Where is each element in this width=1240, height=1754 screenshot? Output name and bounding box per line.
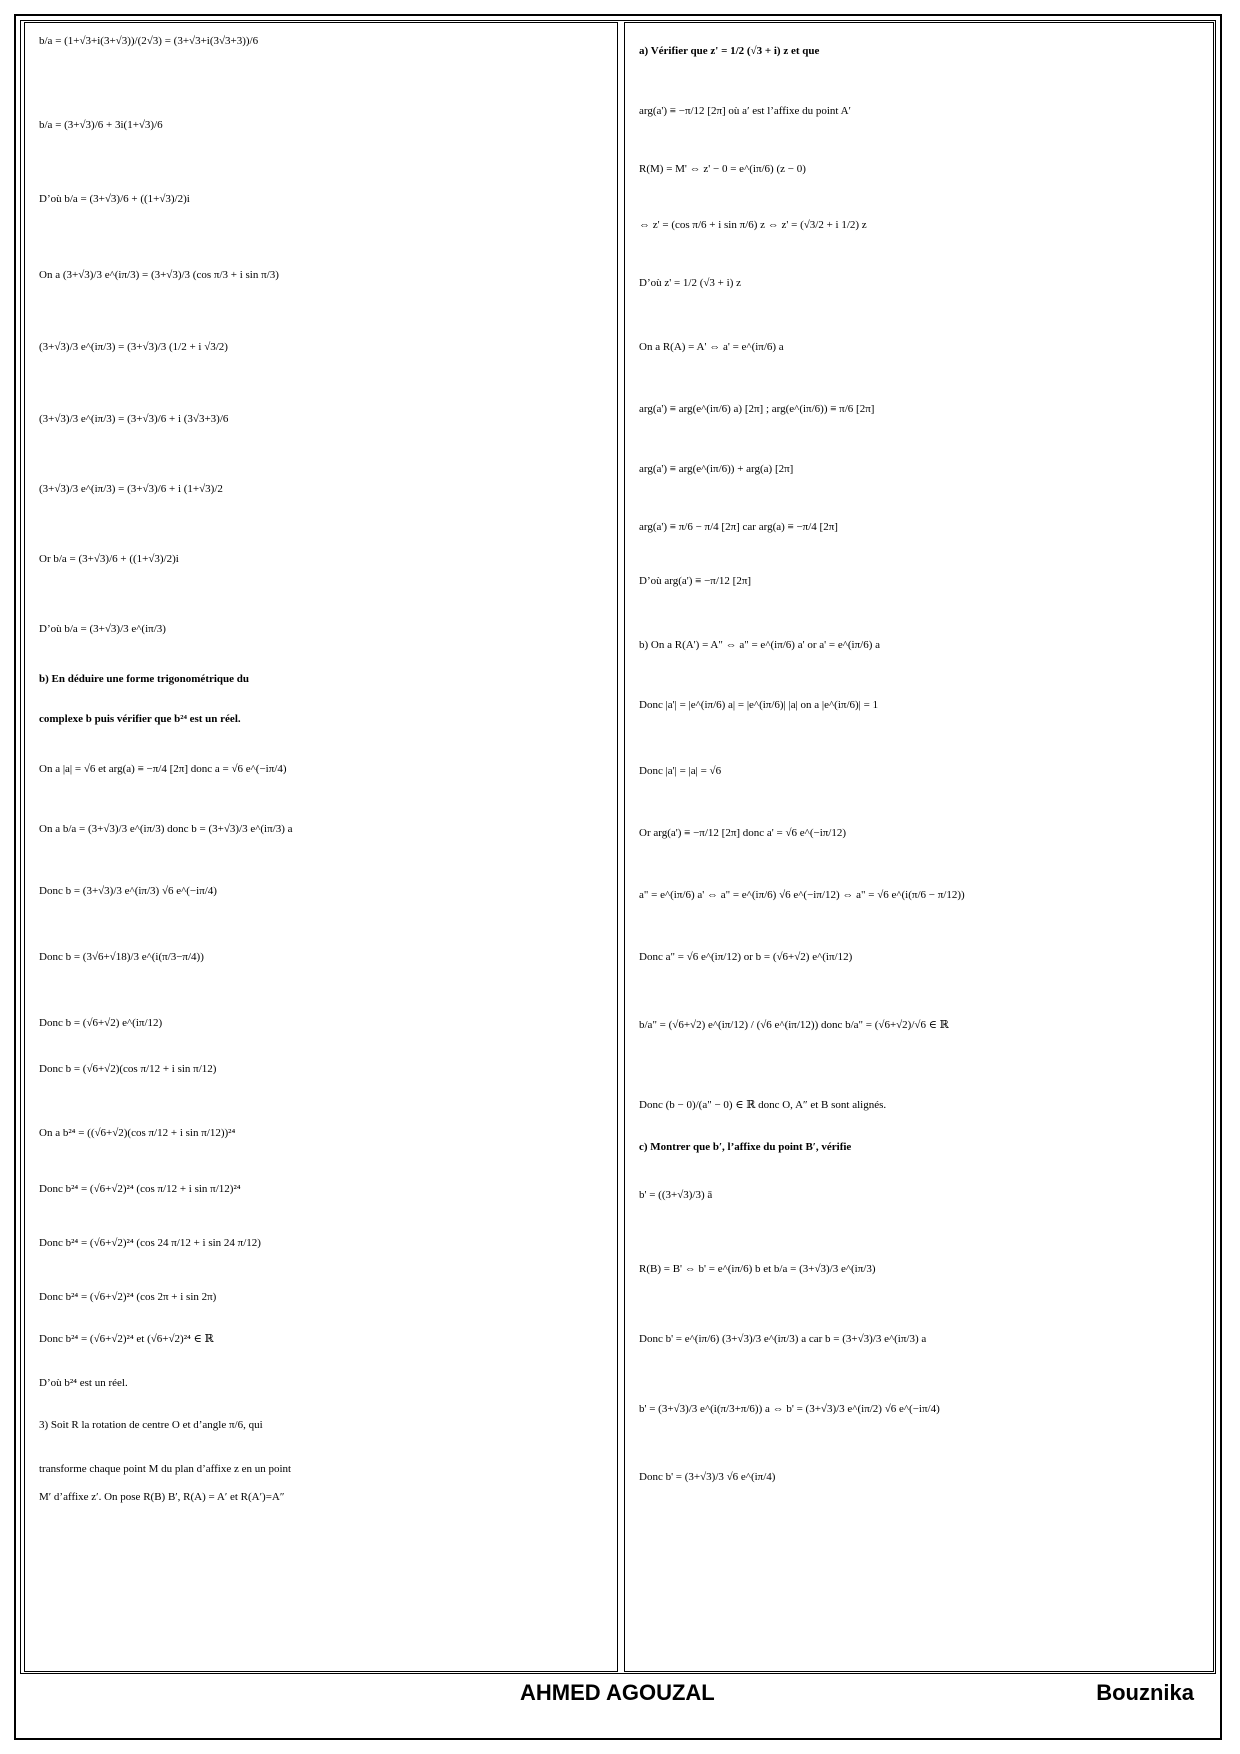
math-line: Donc b = (√6+√2) e^(iπ/12) (39, 1017, 163, 1029)
page-footer (20, 1676, 1216, 1716)
math-line: arg(a') ≡ arg(e^(iπ/6) a) [2π] ; arg(e^(iπ/6)) ≡ π/6 [2π] (639, 403, 875, 415)
text-line: transforme chaque point M du plan d’affixe z en un point (39, 1463, 292, 1475)
math-line: R(M) = M' ⇔ z' − 0 = e^(iπ/6) (z − 0) (639, 163, 806, 175)
math-line: Donc |a'| = |e^(iπ/6) a| = |e^(iπ/6)| |a| on a |e^(iπ/6)| = 1 (639, 699, 879, 711)
math-line: arg(a') ≡ −π/12 [2π] où a′ est l’affixe du point A′ (639, 105, 851, 117)
math-line: Donc b²⁴ = (√6+√2)²⁴ (cos 24 π/12 + i sin 24 π/12) (39, 1237, 261, 1249)
math-line: b/a" = (√6+√2) e^(iπ/12) / (√6 e^(iπ/12)) donc b/a" = (√6+√2)/√6 ∈ ℝ (639, 1019, 949, 1031)
math-line: On a b²⁴ = ((√6+√2)(cos π/12 + i sin π/12))²⁴ (39, 1127, 236, 1139)
question-heading: complexe b puis vérifier que b²⁴ est un réel. (39, 713, 241, 725)
text-line: M′ d’affixe z′. On pose R(B) B′, R(A) = A′ et R(A′)=A″ (39, 1491, 285, 1503)
math-line: D’où b²⁴ est un réel. (39, 1377, 128, 1389)
math-line: b' = (3+√3)/3 e^(i(π/3+π/6)) a ⇔ b' = (3+√3)/3 e^(iπ/2) √6 e^(−iπ/4) (639, 1403, 940, 1415)
location-name: Bouznika (1096, 1680, 1194, 1705)
question-heading: a) Vérifier que z' = 1/2 (√3 + i) z et que (639, 45, 820, 57)
math-line: a" = e^(iπ/6) a' ⇔ a" = e^(iπ/6) √6 e^(−iπ/12) ⇔ a" = √6 e^(i(π/6 − π/12)) (639, 889, 965, 901)
question-heading: c) Montrer que b′, l’affixe du point B′, vérifie (639, 1141, 852, 1153)
math-line: Donc b = (3√6+√18)/3 e^(i(π/3−π/4)) (39, 951, 204, 963)
math-line: b) On a R(A') = A" ⇔ a" = e^(iπ/6) a' or a' = e^(iπ/6) a (639, 639, 880, 651)
math-line: ⇔ z' = (cos π/6 + i sin π/6) z ⇔ z' = (√3/2 + i 1/2) z (639, 219, 867, 231)
author-name: AHMED AGOUZAL (520, 1680, 715, 1705)
math-line: D’où b/a = (3+√3)/3 e^(iπ/3) (39, 623, 166, 635)
math-line: b/a = (1+√3+i(3+√3))/(2√3) = (3+√3+i(3√3+3))/6 (39, 35, 259, 47)
math-line: Donc |a'| = |a| = √6 (639, 765, 722, 777)
math-line: Donc b²⁴ = (√6+√2)²⁴ et (√6+√2)²⁴ ∈ ℝ (39, 1333, 214, 1345)
math-line: Donc b²⁴ = (√6+√2)²⁴ (cos 2π + i sin 2π) (39, 1291, 217, 1303)
math-line: Donc b = (√6+√2)(cos π/12 + i sin π/12) (39, 1063, 217, 1075)
math-line: D’où z' = 1/2 (√3 + i) z (639, 277, 741, 289)
math-line: (3+√3)/3 e^(iπ/3) = (3+√3)/6 + i (1+√3)/2 (39, 483, 223, 495)
math-line: Donc b' = e^(iπ/6) (3+√3)/3 e^(iπ/3) a car b = (3+√3)/3 e^(iπ/3) a (639, 1333, 927, 1345)
math-line: (3+√3)/3 e^(iπ/3) = (3+√3)/6 + i (3√3+3)/6 (39, 413, 229, 425)
math-line: On a b/a = (3+√3)/3 e^(iπ/3) donc b = (3+√3)/3 e^(iπ/3) a (39, 823, 293, 835)
math-line: On a (3+√3)/3 e^(iπ/3) = (3+√3)/3 (cos π/3 + i sin π/3) (39, 269, 279, 281)
math-line: b/a = (3+√3)/6 + 3i(1+√3)/6 (39, 119, 163, 131)
math-line: Donc b²⁴ = (√6+√2)²⁴ (cos π/12 + i sin π/12)²⁴ (39, 1183, 241, 1195)
math-line: arg(a') ≡ arg(e^(iπ/6)) + arg(a) [2π] (639, 463, 794, 475)
math-line: On a |a| = √6 et arg(a) ≡ −π/4 [2π] donc a = √6 e^(−iπ/4) (39, 763, 287, 775)
math-line: Donc b = (3+√3)/3 e^(iπ/3) √6 e^(−iπ/4) (39, 885, 217, 897)
math-line: Or b/a = (3+√3)/6 + ((1+√3)/2)i (39, 553, 179, 565)
math-line: On a R(A) = A' ⇔ a' = e^(iπ/6) a (639, 341, 784, 353)
question-heading: b) En déduire une forme trigonométrique du (39, 673, 250, 685)
math-line: R(B) = B' ⇔ b' = e^(iπ/6) b et b/a = (3+√3)/3 e^(iπ/3) (639, 1263, 876, 1275)
math-line: Donc (b − 0)/(a" − 0) ∈ ℝ donc O, A″ et B sont alignés. (639, 1099, 887, 1111)
math-line: Donc b' = (3+√3)/3 √6 e^(iπ/4) (639, 1471, 776, 1483)
math-line: arg(a') ≡ π/6 − π/4 [2π] car arg(a) ≡ −π/4 [2π] (639, 521, 838, 533)
math-line: Or arg(a') ≡ −π/12 [2π] donc a' = √6 e^(−iπ/12) (639, 827, 847, 839)
left-column (24, 22, 618, 1672)
math-line: b' = ((3+√3)/3) ā (639, 1189, 713, 1201)
math-line: D’où b/a = (3+√3)/6 + ((1+√3)/2)i (39, 193, 190, 205)
math-line: (3+√3)/3 e^(iπ/3) = (3+√3)/3 (1/2 + i √3/2) (39, 341, 228, 353)
text-line: 3) Soit R la rotation de centre O et d’angle π/6, qui (39, 1419, 263, 1431)
math-line: D’où arg(a') ≡ −π/12 [2π] (639, 575, 752, 587)
right-column (624, 22, 1214, 1672)
math-line: Donc a" = √6 e^(iπ/12) or b = (√6+√2) e^(iπ/12) (639, 951, 853, 963)
